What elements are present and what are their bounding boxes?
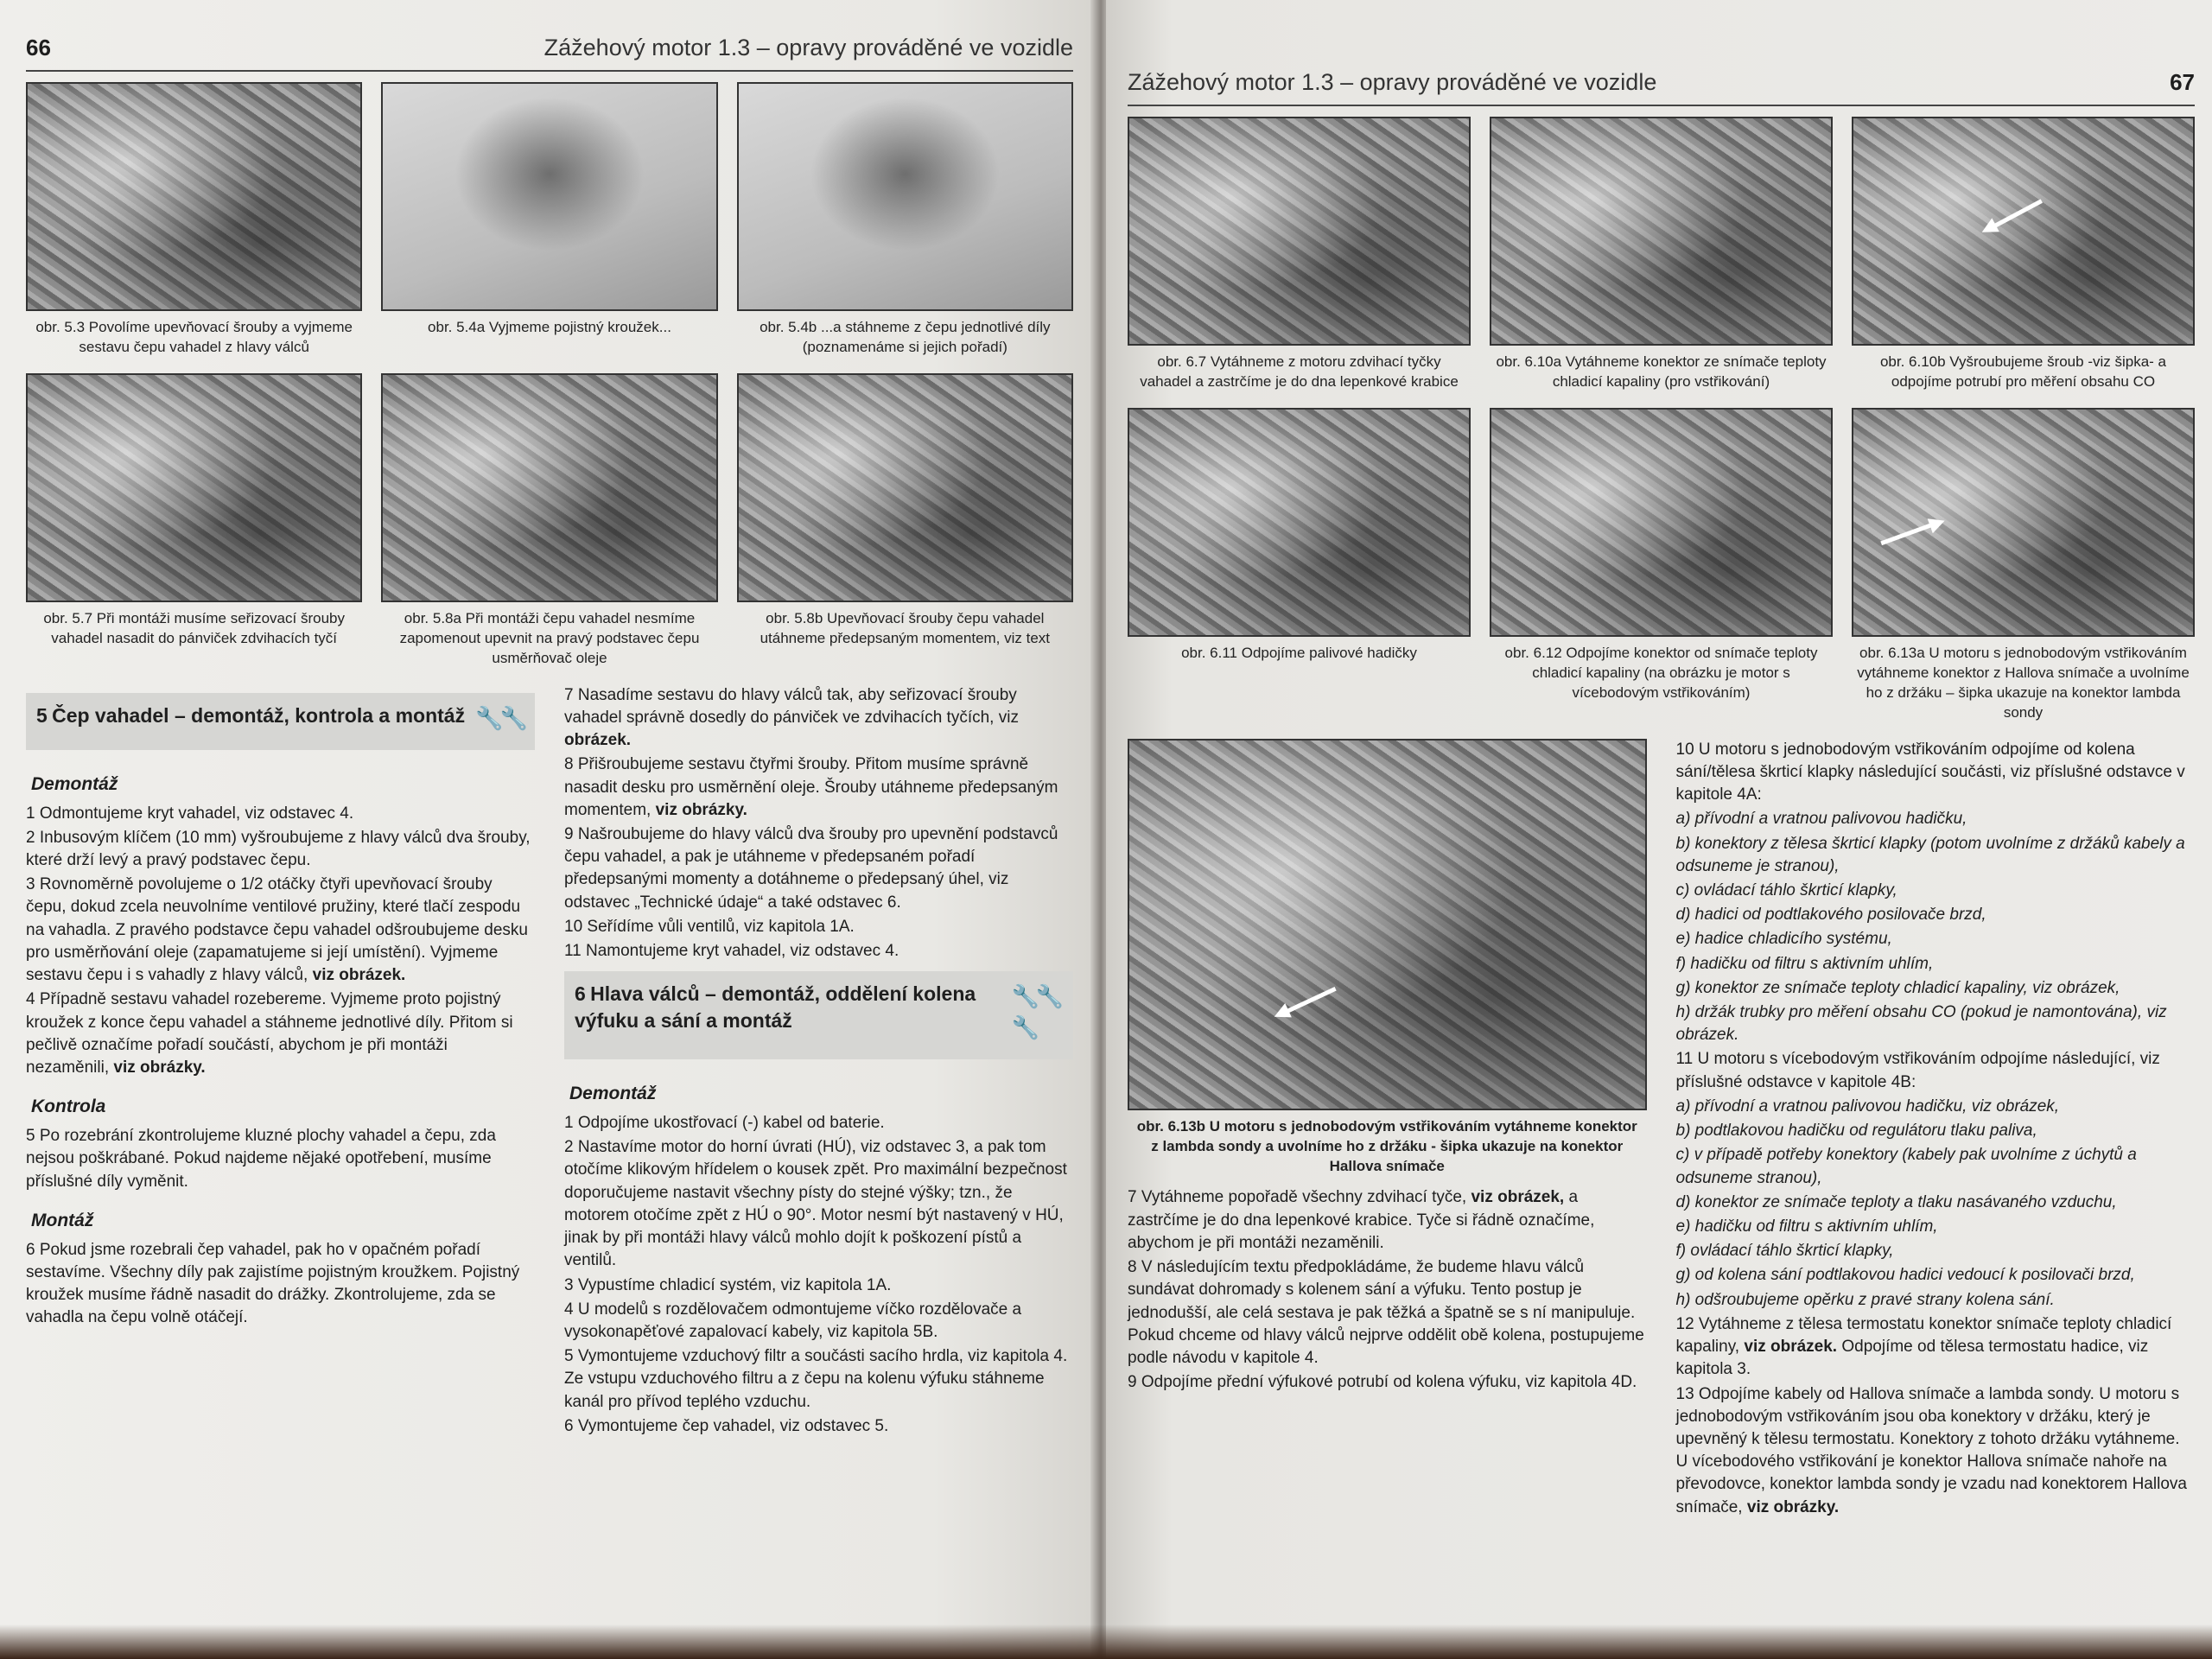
figure-reference: viz obrázky. — [1746, 1497, 1840, 1516]
right-page — [1106, 0, 2212, 1659]
figure-caption: obr. 6.10a Vytáhneme konektor ze snímače teploty chladicí kapaliny (pro vstřikování) — [1496, 353, 1827, 390]
figure-caption: obr. 6.11 Odpojíme palivové hadičky — [1181, 644, 1417, 661]
text-columns-right — [1128, 739, 2195, 1521]
paragraph-text: 13 Odpojíme kabely od Hallova snímače a lambda sondy. U motoru s jednobodovým vstřikováním jsou oba konektory v držáku, který je upevněný k tělesu termostatu. Konektory z tohoto držáku vytáhneme. U vícebodového vstřikování je konektor Hallova snímače nahoře na převodovce, konektor lambda sondy je vzadu nad konektorem Hallova snímače, — [1675, 1384, 2187, 1516]
list-item: b) konektory z tělesa škrticí klapky (potom uvolníme z držáků kabely a odsuneme je stranou), — [1675, 834, 2185, 875]
section-number: 6 — [575, 982, 586, 1006]
figure — [1852, 408, 2195, 723]
subheading-demontaz: Demontáž — [31, 773, 118, 794]
paragraph — [26, 874, 535, 987]
figure-caption: obr. 6.13b U motoru s jednobodovým vstřikováním vytáhneme konektor z lambda sondy a uvolníme ho z držáku - šipka ukazuje na konektor Hallova snímače — [1136, 1117, 1637, 1174]
engine-photo — [1490, 117, 1833, 346]
subheading-kontrola: Kontrola — [31, 1096, 106, 1117]
engine-photo — [737, 373, 1073, 602]
engine-photo — [26, 373, 362, 602]
figure-caption: obr. 5.7 Při montáži musíme seřizovací šrouby vahadel nasadit do pánviček zdvihacích tyčí — [43, 609, 345, 646]
paragraph-text: 3 Rovnoměrně povolujeme o 1/2 otáčky čtyři upevňovací šrouby čepu, dokud zcela neuvolníme ventilové pružiny, které tlačí zespodu na vahadla. Z pravého podstavce čepu vahadel odšroubujeme desku pro usměrňování oleje (zapamatujeme si její umístění). Vyjmeme sestavu čepu i s vahadly z hlavy válců, — [26, 875, 528, 985]
text-columns-left — [26, 684, 1073, 1440]
engine-photo — [381, 373, 717, 602]
engine-photo — [1128, 739, 1647, 1110]
engine-photo — [1128, 117, 1471, 346]
figure-large — [1128, 739, 1647, 1177]
list-item: c) v případě potřeby konektory (kabely pak uvolníme z úchytů a odsuneme stranou), — [1675, 1146, 2137, 1187]
list-item: h) odšroubujeme opěrku z pravé strany kolena sání. — [1675, 1290, 2055, 1309]
paragraph: 10 Seřídíme vůli ventilů, viz kapitola 1A. — [564, 917, 855, 936]
paragraph — [564, 753, 1073, 822]
paragraph-text: 12 Vytáhneme z tělesa termostatu konektor snímače teploty chladicí kapaliny, — [1675, 1314, 2172, 1357]
figure — [26, 82, 362, 358]
paragraph-text: 8 Přišroubujeme sestavu čtyřmi šrouby. Přitom musíme správně nasadit desku pro usměrnění oleje. Šrouby utáhneme předepsaným momentem, — [564, 755, 1058, 819]
running-head-left: Zážehový motor 1.3 – opravy prováděné ve vozidle — [543, 35, 1073, 60]
list-item: c) ovládací táhlo škrticí klapky, — [1675, 880, 1897, 899]
list-item: g) konektor ze snímače teploty chladicí kapaliny, viz obrázek, — [1675, 978, 2120, 997]
engine-photo — [1490, 408, 1833, 637]
paragraph — [1676, 1383, 2196, 1519]
difficulty-wrench-icon: 🔧🔧🔧 — [1011, 983, 1061, 1041]
paragraph: 3 Vypustíme chladicí systém, viz kapitola 1A. — [564, 1275, 892, 1294]
paragraph-text: 4 Případně sestavu vahadel rozebereme. Vyjmeme proto pojistný kroužek z konce čepu vahadel a stáhneme jednotlivé díly. Přitom si pečlivě označíme pořadí součástí, abychom je při montáži nezaměnili, — [26, 990, 513, 1077]
figure-caption: obr. 6.7 Vytáhneme z motoru zdvihací tyčky vahadel a zastrčíme je do dna lepenkové krabice — [1140, 353, 1459, 390]
list-item: d) hadici od podtlakového posilovače brzd, — [1675, 906, 1986, 925]
list-item: e) hadice chladicího systému, — [1675, 930, 1892, 949]
paragraph: 9 Odpojíme přední výfukové potrubí od kolena výfuku, viz kapitola 4D. — [1128, 1373, 1637, 1392]
paragraph: 4 U modelů s rozdělovačem odmontujeme víčko rozdělovače a vysokonapěťové zapalovací kabely, viz kapitola 5B. — [564, 1300, 1022, 1341]
page-number-right: 67 — [2170, 69, 2195, 95]
paragraph: 11 Namontujeme kryt vahadel, viz odstavec 4. — [564, 942, 899, 961]
paragraph: 6 Pokud jsme rozebrali čep vahadel, pak ho v opačném pořadí sestavíme. Všechny díly pak zajistíme pojistným kroužkem. Pojistný kroužek musíme řádně nasadit do drážky. Zkontrolujeme, zda se vahadla na čepu volně otáčejí. — [26, 1240, 520, 1327]
list-item: h) držák trubky pro měření obsahu CO (pokud je namontována), viz obrázek. — [1675, 1003, 2167, 1045]
paragraph: 10 U motoru s jednobodovým vstřikováním odpojíme od kolena sání/tělesa škrticí klapky následující součásti, viz příslušné odstavce v kapitole 4A: — [1675, 740, 2185, 804]
figure — [1128, 117, 1471, 392]
list-item: e) hadičku od filtru s aktivním uhlím, — [1675, 1217, 1938, 1236]
paragraph — [564, 684, 1073, 753]
paragraph: 5 Vymontujeme vzduchový filtr a součásti sacího hrdla, viz kapitola 4. Ze vstupu vzduchového filtru a z čepu na kolenu výfuku stáhneme kanál pro přívod teplého vzduchu. — [564, 1347, 1068, 1411]
pointer-arrow-icon — [1986, 199, 2043, 232]
page-number-left: 66 — [26, 35, 51, 60]
figure — [737, 82, 1073, 358]
engine-photo — [1852, 117, 2195, 346]
figure-reference: viz obrázek. — [1744, 1338, 1838, 1357]
figure-row-1 — [26, 82, 1073, 358]
list-item: b) podtlakovou hadičku od regulátoru tlaku paliva, — [1675, 1122, 2037, 1141]
paragraph — [26, 988, 535, 1079]
paragraph — [1676, 1313, 2196, 1382]
subheading-montaz: Montáž — [31, 1210, 94, 1230]
subheading-demontaz: Demontáž — [569, 1084, 657, 1104]
figure — [1490, 117, 1833, 392]
paragraph: 5 Po rozebrání zkontrolujeme kluzné plochy vahadel a čepu, zda nejsou poškrábané. Pokud najdeme nějaké opotřebení, musíme příslušné díly vyměnit. — [26, 1127, 496, 1191]
figure-reference: viz obrázek, — [1471, 1188, 1565, 1207]
running-head-right: Zážehový motor 1.3 – opravy prováděné ve vozidle — [1128, 69, 1657, 95]
table-surface — [0, 1624, 2212, 1659]
pointer-arrow-icon — [1880, 520, 1940, 545]
figure — [1490, 408, 1833, 723]
column-2 — [1676, 739, 2196, 1521]
section-heading-5 — [26, 693, 535, 750]
section-number: 5 — [36, 703, 48, 727]
figure-caption: obr. 6.10b Vyšroubujeme šroub -viz šipka- a odpojíme potrubí pro měření obsahu CO — [1879, 353, 2167, 390]
list-item: f) hadičku od filtru s aktivním uhlím, — [1675, 954, 1934, 973]
figure-caption: obr. 5.8a Při montáži čepu vahadel nesmíme zapomenout upevnit na pravý podstavec čepu usměrňovač oleje — [399, 609, 700, 666]
figure-reference: viz obrázek. — [312, 966, 406, 985]
column-1 — [26, 684, 535, 1440]
paragraph: 6 Vymontujeme čep vahadel, viz odstavec 5. — [564, 1416, 889, 1435]
figure-row-2 — [1128, 408, 2195, 723]
figure-caption: obr. 5.8b Upevňovací šrouby čepu vahadel utáhneme předepsaným momentem, viz text — [760, 609, 1051, 646]
figure — [1852, 117, 2195, 392]
paragraph: 2 Nastavíme motor do horní úvrati (HÚ), viz odstavec 3, a pak tom otočíme klikovým hřídelem o kousek zpět. Pro maximální bezpečnost doporučujeme nastavit všechny písty do stejné výšky; tzn., že motorem otočíme zpět z HÚ o 90°. Motor nesmí být nastavený v HÚ, jinak by při montáži hlavy válců mohlo dojít k poškození pístů a ventilů. — [564, 1138, 1067, 1270]
list-item: d) konektor ze snímače teploty a tlaku nasávaného vzduchu, — [1675, 1192, 2117, 1211]
section-heading-6 — [564, 971, 1073, 1059]
figure-caption: obr. 5.3 Povolíme upevňovací šrouby a vyjmeme sestavu čepu vahadel z hlavy válců — [35, 319, 353, 355]
figure-caption: obr. 5.4a Vyjmeme pojistný kroužek... — [428, 319, 671, 335]
section-title: Čep vahadel – demontáž, kontrola a montáž — [52, 703, 466, 727]
paragraph: 11 U motoru s vícebodovým vstřikováním odpojíme následující, viz příslušné odstavce v kapitole 4B: — [1675, 1050, 2160, 1091]
figure — [26, 373, 362, 669]
right-header — [1128, 69, 2195, 106]
paragraph: 8 V následujícím textu předpokládáme, že budeme hlavu válců sundávat dohromady s kolenem sání a výfuku. Tento postup je jednodušší, ale celá sestava je pak těžká a špatně se s ní manipuluje. Pokud chceme od hlavy válců nejprve oddělit obě kolena, postupujeme podle návodu v kapitole 4. — [1128, 1258, 1644, 1367]
pointer-arrow-icon — [1278, 987, 1336, 1017]
left-page — [0, 0, 1097, 1659]
engine-photo — [26, 82, 362, 311]
column-2 — [564, 684, 1073, 1440]
paragraph-text: Odpojíme od tělesa termostatu hadice, viz kapitola 3. — [1675, 1338, 2149, 1379]
figure-caption: obr. 5.4b ...a stáhneme z čepu jednotlivé díly (poznamenáme si jejich pořadí) — [760, 319, 1051, 355]
paragraph-text: 7 Vytáhneme popořadě všechny zdvihací tyče, — [1128, 1188, 1467, 1207]
paragraph: 1 Odpojíme ukostřovací (-) kabel od baterie. — [564, 1114, 885, 1133]
figure-row-2 — [26, 373, 1073, 669]
list-item: f) ovládací táhlo škrticí klapky, — [1675, 1242, 1894, 1261]
list-item: g) od kolena sání podtlakovou hadici vedoucí k posilovači brzd, — [1675, 1266, 2135, 1285]
figure — [381, 373, 717, 669]
figure-reference: viz obrázky. — [655, 800, 747, 819]
engine-photo — [1852, 408, 2195, 637]
figure-row-1 — [1128, 117, 2195, 392]
figure-caption: obr. 6.12 Odpojíme konektor od snímače teploty chladicí kapaliny (na obrázku je motor s vícebodovým vstřikováním) — [1504, 644, 1818, 701]
engine-photo — [737, 82, 1073, 311]
list-item: a) přívodní a vratnou palivovou hadičku, viz obrázek, — [1675, 1096, 2060, 1116]
paragraph-text: a zastrčíme je do dna lepenkové krabice. Tyče si řádně označíme, abychom je při montáži nezaměnili. — [1128, 1188, 1595, 1252]
list-item: a) přívodní a vratnou palivovou hadičku, — [1675, 810, 1967, 829]
section-title: Hlava válců – demontáž, oddělení kolena výfuku a sání a montáž — [575, 982, 976, 1032]
paragraph: 2 Inbusovým klíčem (10 mm) vyšroubujeme z hlavy válců dva šrouby, které drží levý a pravý podstavec čepu. — [26, 828, 531, 869]
figure — [737, 373, 1073, 669]
figure — [1128, 408, 1471, 723]
figure-caption: obr. 6.13a U motoru s jednobodovým vstřikováním vytáhneme konektor z Hallova snímače a uvolníme ho z držáku – šipka ukazuje na konektor lambda sondy — [1857, 644, 2190, 721]
engine-photo — [1128, 408, 1471, 637]
difficulty-wrench-icon: 🔧🔧 — [475, 704, 524, 731]
figure-reference: obrázek. — [564, 731, 632, 750]
figure-reference: viz obrázky. — [113, 1058, 206, 1077]
paragraph-text: 7 Nasadíme sestavu do hlavy válců tak, aby seřizovací šrouby vahadel správně dosedly do pánviček ve zdvihacích tyčích, viz — [564, 685, 1019, 727]
column-1 — [1128, 739, 1647, 1521]
engine-photo — [381, 82, 717, 311]
figure — [381, 82, 717, 358]
paragraph: 9 Našroubujeme do hlavy válců dva šrouby pro upevnění podstavců čepu vahadel, a pak je utáhneme v předepsaném pořadí předepsanými momenty a dotáhneme o předepsaný úhel, viz odstavec „Technické údaje“ a také odstavec 6. — [564, 825, 1058, 912]
left-header — [26, 35, 1073, 72]
paragraph — [1128, 1186, 1647, 1255]
paragraph: 1 Odmontujeme kryt vahadel, viz odstavec 4. — [26, 804, 354, 823]
